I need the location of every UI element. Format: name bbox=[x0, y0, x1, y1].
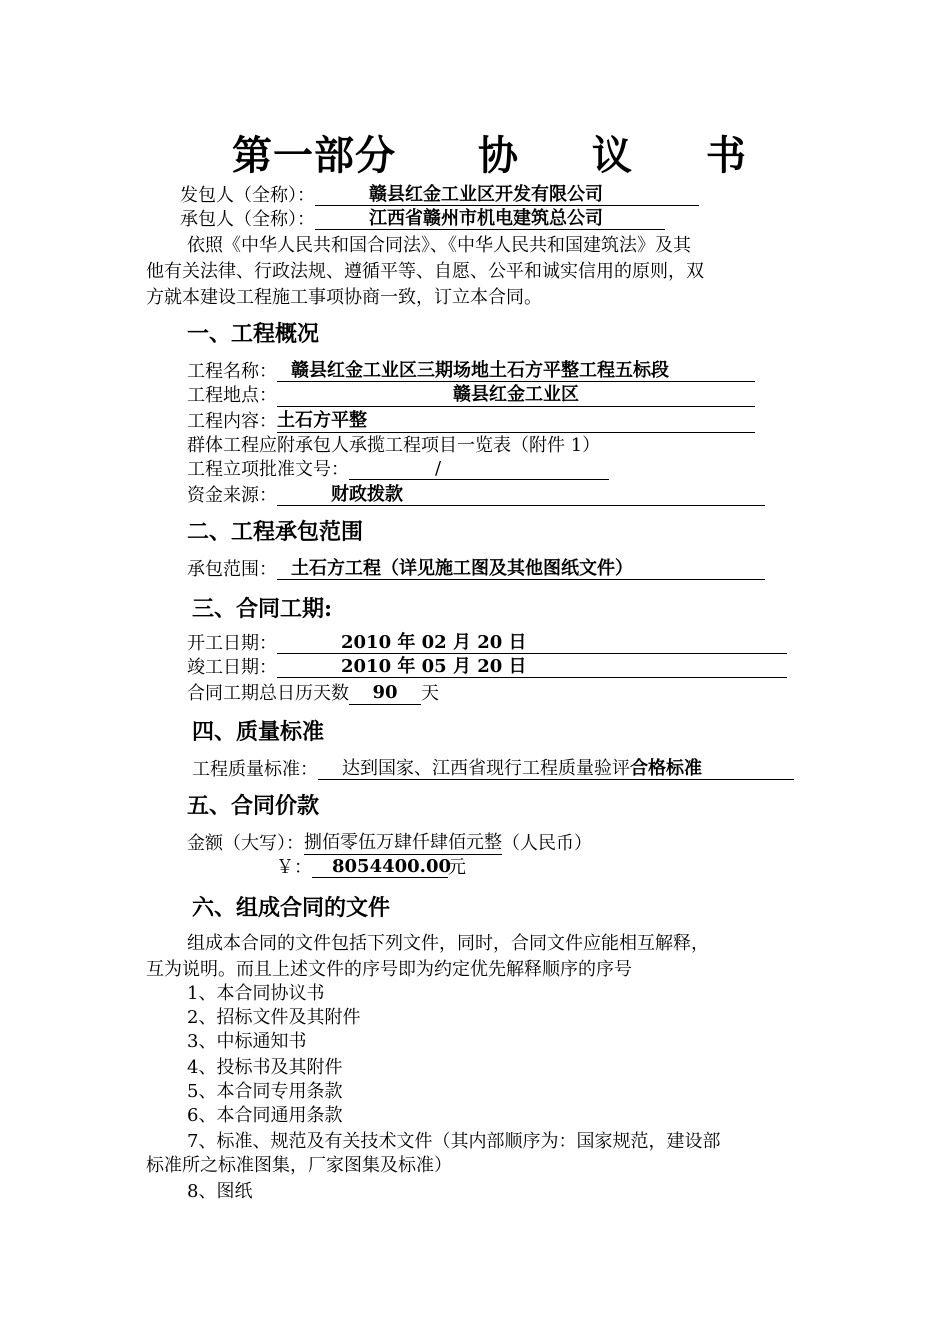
contractor-value: 江西省赣州市机电建筑总公司 bbox=[315, 208, 665, 230]
start-date-label: 开工日期： bbox=[187, 633, 277, 654]
section-1-heading: 一、工程概况 bbox=[187, 321, 320, 347]
title-part: 第一部分 bbox=[232, 132, 396, 179]
total-days-row bbox=[187, 682, 439, 706]
document-item: 8、图纸 bbox=[187, 1181, 253, 1202]
project-content-row bbox=[187, 410, 755, 434]
quality-value-b: 合格标准 bbox=[630, 758, 702, 779]
employer-row bbox=[180, 184, 699, 208]
approval-label: 工程立项批准文号： bbox=[187, 459, 349, 480]
project-content-value: 土石方平整 bbox=[277, 410, 755, 433]
yen-label: ￥： bbox=[276, 857, 312, 878]
title-name: 协 议 书 bbox=[478, 132, 776, 179]
scope-row bbox=[187, 558, 765, 582]
intro-line-2: 他有关法律、行政法规、遵循平等、自愿、公平和诚实信用的原则，双 bbox=[146, 261, 704, 282]
section-2-heading: 二、工程承包范围 bbox=[187, 519, 364, 545]
approval-row bbox=[187, 458, 609, 482]
scope-value: 土石方工程（详见施工图及其他图纸文件） bbox=[277, 558, 765, 580]
yen-value: 8054400.00 bbox=[312, 856, 448, 878]
scope-label: 承包范围： bbox=[187, 559, 277, 580]
fund-source-row bbox=[187, 484, 765, 508]
amount-currency: （人民币） bbox=[502, 833, 592, 854]
document-item-continuation: 标准所之标准图集，厂家图集及标准） bbox=[146, 1155, 452, 1176]
project-location-label: 工程地点： bbox=[187, 385, 277, 406]
end-date-row bbox=[187, 656, 787, 680]
section-6-heading: 六、组成合同的文件 bbox=[192, 895, 391, 921]
document-item: 5、本合同专用条款 bbox=[187, 1081, 343, 1102]
intro-line-3: 方就本建设工程施工事项协商一致，订立本合同。 bbox=[146, 287, 542, 308]
employer-value: 赣县红金工业区开发有限公司 bbox=[315, 184, 699, 206]
document-item: 1、本合同协议书 bbox=[187, 983, 325, 1004]
total-days-value: 90 bbox=[349, 682, 421, 705]
fund-source-label: 资金来源： bbox=[187, 485, 277, 506]
end-date-value: 2010 年 05 月 20 日 bbox=[277, 656, 787, 678]
document-item: 7、标准、规范及有关技术文件（其内部顺序为：国家规范，建设部 bbox=[187, 1131, 721, 1152]
total-days-label: 合同工期总日历天数 bbox=[187, 683, 349, 704]
amount-figures-row bbox=[276, 856, 466, 880]
documents-para-line-1: 组成本合同的文件包括下列文件，同时，合同文件应能相互解释， bbox=[187, 933, 709, 954]
quality-value bbox=[318, 758, 794, 780]
quality-value-a: 达到国家、江西省现行工程质量验评 bbox=[342, 758, 630, 779]
document-item: 3、中标通知书 bbox=[187, 1031, 307, 1052]
start-date-row bbox=[187, 632, 787, 656]
project-location-row bbox=[187, 384, 755, 408]
document-item: 4、投标书及其附件 bbox=[187, 1057, 343, 1078]
group-project-note: 群体工程应附承包人承揽工程项目一览表（附件 1） bbox=[187, 435, 601, 456]
project-content-label: 工程内容： bbox=[187, 411, 277, 432]
project-name-label: 工程名称： bbox=[187, 361, 277, 382]
section-5-heading: 五、合同价款 bbox=[187, 793, 320, 819]
amount-words-label: 金额（大写）： bbox=[187, 833, 304, 854]
project-name-row bbox=[187, 360, 755, 384]
document-title bbox=[232, 124, 776, 181]
start-date-value: 2010 年 02 月 20 日 bbox=[277, 632, 787, 654]
section-3-heading: 三、合同工期: bbox=[192, 596, 333, 622]
quality-row bbox=[192, 758, 794, 782]
fund-source-value: 财政拨款 bbox=[277, 484, 765, 506]
amount-words-value: 捌佰零伍万肆仟肆佰元整 bbox=[304, 832, 502, 853]
project-name-value: 赣县红金工业区三期场地土石方平整工程五标段 bbox=[277, 360, 755, 382]
project-location-value: 赣县红金工业区 bbox=[277, 384, 755, 407]
document-item: 6、本合同通用条款 bbox=[187, 1105, 343, 1126]
approval-value: / bbox=[349, 458, 609, 480]
yen-unit: 元 bbox=[448, 857, 466, 878]
contractor-row bbox=[180, 208, 665, 232]
contractor-label: 承包人（全称）： bbox=[180, 209, 315, 230]
documents-para-line-2: 互为说明。而且上述文件的序号即为约定优先解释顺序的序号 bbox=[146, 959, 632, 980]
document-item: 2、招标文件及其附件 bbox=[187, 1007, 361, 1028]
amount-words-row bbox=[187, 832, 592, 856]
total-days-unit: 天 bbox=[421, 683, 439, 704]
quality-label: 工程质量标准： bbox=[192, 759, 318, 780]
end-date-label: 竣工日期： bbox=[187, 657, 277, 678]
section-4-heading: 四、质量标准 bbox=[192, 719, 325, 745]
intro-line-1: 依照《中华人民共和国合同法》、《中华人民共和国建筑法》及其 bbox=[187, 235, 691, 256]
employer-label: 发包人（全称）： bbox=[180, 185, 315, 206]
